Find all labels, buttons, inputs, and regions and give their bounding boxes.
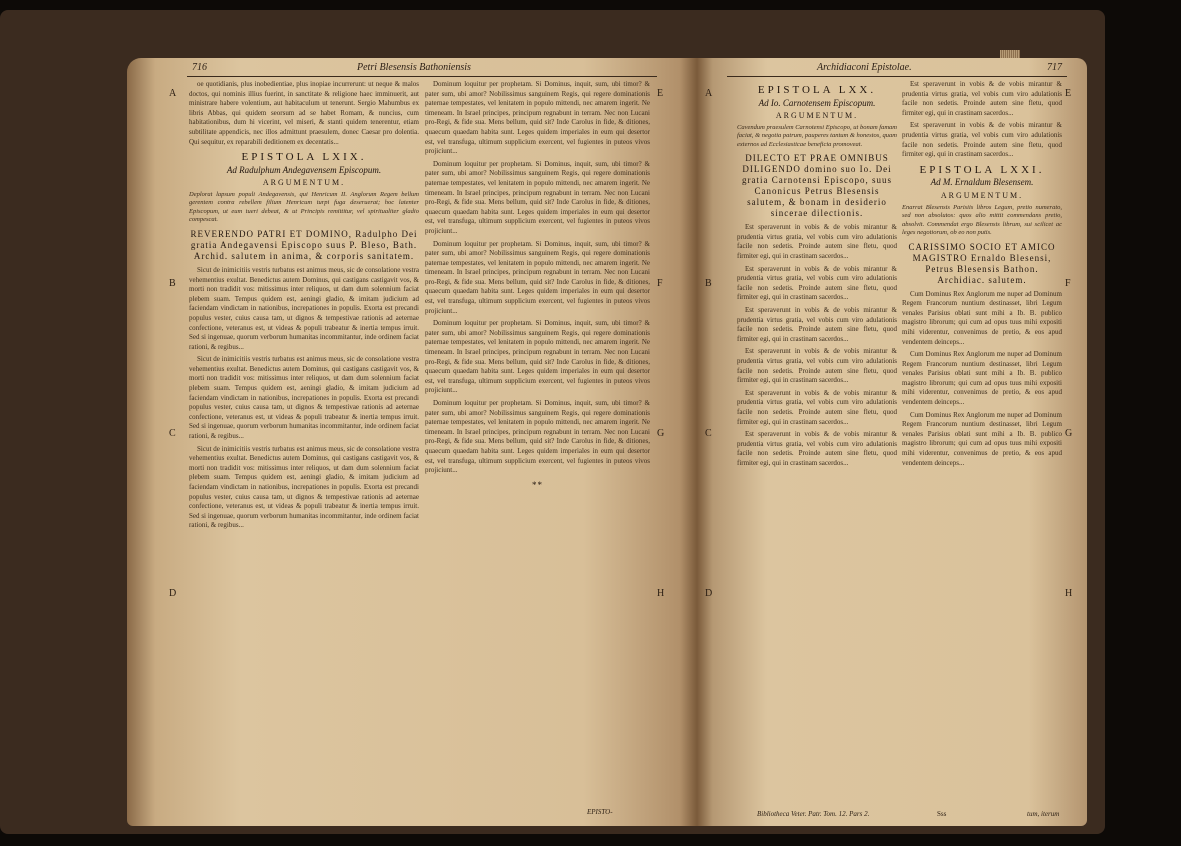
right-inner-letter-h: H: [1065, 588, 1073, 599]
right-page: [697, 58, 1087, 826]
left-catchword: EPISTO-: [587, 808, 613, 816]
right-margin-letter-d: D: [705, 588, 713, 599]
left-page-number: 716: [192, 62, 207, 73]
epistola-70-argumentum-label: ARGUMENTUM.: [775, 111, 859, 121]
right-col-paragraph-2: Dominum loquitur per prophetam. Si Dominus, inquit, sum, ubi timor? & pater sum, ubi amor? Nobilissimus sanguinem Regis, qui regere dominationis paternae tempestates, vel lenitatem in populo mittendi, nec amarem ingerit. Ne timeneam. In Israel principes, principum regnabunt in terram. Nec non Lucani pro-Regi, & fide sua. Mens bellum, quid sit? Inde Carolus in fide, & ditiones, quaecum quaedam habita sunt. Leges quidem imperiales in eum qui desertor est, vel transfuga, ultimum supplicium exercent, vel fugientes in puteos vivos projiciunt...: [425, 159, 650, 235]
epistola-70-cont: Est speraverunt in vobis & de vobis mirantur & prudentia virtus gratia, vel vobis cum viro adulationis facile non sedetis. Proinde autem sine fletu, quod firmiter egi, qui in crastinam sacerdos...: [902, 80, 1062, 117]
epistola-71-body-3: Cum Dominus Rex Anglorum me nuper ad Dominum Regem Francorum nuntium destinasset, libri Legum venales Parisius oblati sunt mihi a Ib. B. publico magistro librorum; qui cum ad opus tuus mihi expositi mihi viderentur, convenimus de pretio, & eos apud vendentem deinceps...: [902, 410, 1062, 467]
right-inner-letter-e: E: [1065, 88, 1072, 99]
inner-margin-letter-f: F: [657, 278, 663, 289]
epistola-71-argumentum: Enarrat Blesensis Parisiis libros Legum, pretio numerato, sed non absolutos: quos alio mittit commendans pretio, absolvit. Commendat ergo Blesensis librum, sui scilicet ac leges negotiorum, ob eo non putis.: [902, 203, 1062, 237]
margin-letter-c: C: [169, 428, 176, 439]
open-book: [95, 22, 1100, 830]
epistola-71-salutation: CARISSIMO SOCIO ET AMICO MAGISTRO Ernaldo Blesensi, Petrus Blesensis Bathon. Archidiac. salutem.: [908, 241, 1056, 285]
epistola-70-addressee: Ad Io. Carnotensem Episcopum.: [758, 97, 876, 108]
left-running-head: Petri Blesensis Bathoniensis: [357, 62, 471, 73]
right-page-left-column: [737, 80, 897, 810]
right-footer: Bibliotheca Veter. Patr. Tom. 12. Pars 2.: [757, 810, 870, 818]
right-col-paragraph: Dominum loquitur per prophetam. Si Dominus, inquit, sum, ubi timor? & pater sum, ubi amor? Nobilissimus sanguinem Regis, qui regere dominationis paternae tempestates, vel lenitatem in populo mittendi, nec amarem ingerit. Ne timeneam. In Israel principes, principum regnabunt in terram. Nec non Lucani pro-Regi, & fide sua. Mens bellum, quid sit? Inde Carolus in fide, & ditiones, quaecum quaedam habita sunt. Leges quidem imperiales in eum qui desertor est, vel transfuga, ultimum supplicium exercent, vel fugientes in puteos vivos projiciunt...: [425, 80, 650, 156]
epistola-69-body: Sicut de inimicitiis vestris turbatus est animus meus, sic de consolatione vestra vehementius exultat. Benedictus autem Dominus, qui castigans castigavit vos, & morti non tradidit vos: mitissimus inter reliquos, ut dam dum solennium faciat plebem suam. Tempus quidem est, aeningi gladio, & imitam judicium ad faciendam vindictam in nationibus, increpationes in populis. Exorta est precandi populus vester, cuius causa tam, ut dignos & tempestivae rationis ad aeternae confectione, veteranus est, ut videas & populi trabeatur & inertia tempus irruit. Sed si ingenuae, quorum verborum humanitas incommitantur, inde ordinem faciat rationi, & regibus...: [189, 265, 419, 351]
epistola-71-addressee: Ad M. Ernaldum Blesensem.: [930, 177, 1034, 188]
inner-margin-letter-e: E: [657, 88, 664, 99]
right-col-paragraph-5: Dominum loquitur per prophetam. Si Dominus, inquit, sum, ubi timor? & pater sum, ubi amor? Nobilissimus sanguinem Regis, qui regere dominationis paternae tempestates, vel lenitatem in populo mittendi, nec amarem ingerit. Ne timeneam. In Israel principes, principum regnabunt in terram. Nec non Lucani pro-Regi, & fide sua. Mens bellum, quid sit? Inde Carolus in fide, & ditiones, quaecum quaedam habita sunt. Leges quidem imperiales in eum qui desertor est, vel transfuga, ultimum supplicium exercent, vel fugientes in puteos vivos projiciunt...: [425, 399, 650, 475]
epistola-71-body: Cum Dominus Rex Anglorum me nuper ad Dominum Regem Francorum nuntium destinasset, libri Legum venales Parisius oblati sunt mihi a Ib. B. publico magistro librorum; qui cum ad opus tuus mihi expositi mihi viderentur, convenimus de pretio, & eos apud vendentem deinceps...: [902, 289, 1062, 346]
right-running-head: Archidiaconi Epistolae.: [817, 62, 912, 73]
epistola-69-argumentum-label: ARGUMENTUM.: [262, 178, 346, 188]
margin-letter-a: A: [169, 88, 177, 99]
epistola-71-body-2: Cum Dominus Rex Anglorum me nuper ad Dominum Regem Francorum nuntium destinasset, libri Legum venales Parisius oblati sunt mihi a Ib. B. publico magistro librorum; qui cum ad opus tuus mihi expositi mihi viderentur, convenimus de pretio, & eos apud vendentem deinceps...: [902, 350, 1062, 407]
margin-letter-b: B: [169, 278, 176, 289]
inner-margin-letter-g: G: [657, 428, 665, 439]
epistola-69-addressee: Ad Radulphum Andegavensem Episcopum.: [226, 164, 382, 175]
epistola-70-body-2: Est speraverunt in vobis & de vobis mirantur & prudentia virtus gratia, vel vobis cum viro adulationis facile non sedetis. Proinde autem sine fletu, quod firmiter egi, qui in crastinam sacerdos...: [737, 264, 897, 302]
epistola-70-title: EPISTOLA LXX.: [757, 84, 877, 96]
epistola-69-body-cont-2: Sicut de inimicitiis vestris turbatus est animus meus, sic de consolatione vestra vehementius exultat. Benedictus autem Dominus, qui castigans castigavit vos, & morti non tradidit vos: mitissimus inter reliquos, ut dam dum solennium faciat plebem suam. Tempus quidem est, aeningi gladio, & imitam judicium ad faciendam vindictam in nationibus, increpationes in populis. Exorta est precandi populus vester, cuius causa tam, ut dignos & tempestivae rationis ad aeternae confectione, veteranus est, ut videas & populi trabeatur & inertia tempus irruit. Sed si ingenuae, quorum verborum humanitas incommitantur, inde ordinem faciat rationi, & regibus...: [189, 444, 419, 530]
right-catchword: tum, iterum: [1027, 810, 1060, 818]
right-inner-letter-f: F: [1065, 278, 1071, 289]
epistola-70-body-3: Est speraverunt in vobis & de vobis mirantur & prudentia virtus gratia, vel vobis cum viro adulationis facile non sedetis. Proinde autem sine fletu, quod firmiter egi, qui in crastinam sacerdos...: [737, 306, 897, 343]
epistola-69-title: EPISTOLA LXIX.: [241, 151, 367, 164]
left-head-rule: [187, 76, 657, 77]
epistola-69-salutation: REVERENDO PATRI ET DOMINO, Radulpho Dei gratia Andegavensi Episcopo suus P. Bleso, Bath. Archid. salutem in anima, & corporis sanitatem.: [190, 228, 418, 261]
right-margin-letter-a: A: [705, 88, 713, 99]
left-column: [189, 80, 419, 810]
epistola-69-argumentum: Deplorat lapsum populi Andegavensis, qui Henricum II. Anglorum Regem bellum gerentem contra rebellem filium Henricum turpi fuga deseruerat; hoc latenter Episcopum, ut eum tueri debeat, & ut Principis remittitur, vel spiritualiter gladio compescat.: [189, 190, 419, 224]
right-margin-letter-c: C: [705, 428, 712, 439]
intro-paragraph: oe quotidianis, plus inobedientiae, plus inopiae incurrerunt: ut neque & malos doctos, qui nominis illius fuerint, in sanctitate & religione haec imminuerit, aut ministrare habere volentium, aut habitaculum ut tenerunt. Sergio Mahumbus ex libris Abbas, qui quidem seorsum ad se habet Romam, & nuncius, cum habitationibus, dum hi vicerint, vel miseri, & stanti quidem tenerentur, etiam subtilitate appendicis, nec illos admittunt praesulem, donec Caesar pro dolentia. Qui sequitur, ex reparabili deditionem ex decentatis...: [189, 80, 419, 146]
right-page-number: 717: [1047, 62, 1062, 73]
left-page-right-column: [425, 80, 650, 790]
epistola-70-salutation: DILECTO ET PRAE OMNIBUS DILIGENDO domino suo Io. Dei gratia Carnotensi Episcopo, suus Canonicus Petrus Blesensis salutem, & bonam in desiderio sincerae dilectionis.: [742, 153, 892, 219]
epistola-70-body-6: Est speraverunt in vobis & de vobis mirantur & prudentia virtus gratia, vel vobis cum viro adulationis facile non sedetis. Proinde autem sine fletu, quod firmiter egi, qui in crastinam sacerdos...: [737, 430, 897, 467]
right-signature: Sss: [937, 810, 947, 818]
epistola-70-body-5: Est speraverunt in vobis & de vobis mirantur & prudentia virtus gratia, vel vobis cum viro adulationis facile non sedetis. Proinde autem sine fletu, quod firmiter egi, qui in crastinam sacerdos...: [737, 388, 897, 426]
left-page: [127, 58, 697, 826]
epistola-70-argumentum: Cavendum praesulem Carnotensi Episcopo, ut bonam famam faciat, & negotia patrum, pauperes tantum & honestos, quam externos ad Ecclesiasticae beneficia promoveat.: [737, 123, 897, 148]
epistola-71-title: EPISTOLA LXXI.: [919, 163, 1045, 176]
right-inner-letter-g: G: [1065, 428, 1073, 439]
margin-letter-d: D: [169, 588, 177, 599]
right-head-rule: [727, 76, 1067, 77]
epistola-70-body: Est speraverunt in vobis & de vobis mirantur & prudentia virtus gratia, vel vobis cum viro adulationis facile non sedetis. Proinde autem sine fletu, quod firmiter egi, qui in crastinam sacerdos...: [737, 223, 897, 261]
epistola-69-body-cont: Sicut de inimicitiis vestris turbatus est animus meus, sic de consolatione vestra vehementius exultat. Benedictus autem Dominus, qui castigans castigavit vos, & morti non tradidit vos: mitissimus inter reliquos, ut dam dum solennium faciat plebem suam. Tempus quidem est, aeningi gladio, & imitam judicium ad faciendam vindictam in nationibus, increpationes in populis. Exorta est precandi populus vester, cuius causa tam, ut dignos & tempestivae rationis ad aeternae confectione, veteranus est, ut videas & populi trabeatur & inertia tempus irruit. Sed si ingenuae, quorum verborum humanitas incommitantur, inde ordinem faciat rationi, & regibus...: [189, 355, 419, 441]
right-page-right-column: [902, 80, 1062, 805]
right-margin-letter-b: B: [705, 278, 712, 289]
epistola-70-body-4: Est speraverunt in vobis & de vobis mirantur & prudentia virtus gratia, vel vobis cum viro adulationis facile non sedetis. Proinde autem sine fletu, quod firmiter egi, qui in crastinam sacerdos...: [737, 347, 897, 385]
epistola-71-argumentum-label: ARGUMENTUM.: [940, 190, 1024, 200]
right-col-paragraph-4: Dominum loquitur per prophetam. Si Dominus, inquit, sum, ubi timor? & pater sum, ubi amor? Nobilissimus sanguinem Regis, qui regere dominationis paternae tempestates, vel lenitatem in populo mittendi, nec amarem ingerit. Ne timeneam. In Israel principes, principum regnabunt in terram. Nec non Lucani pro-Regi, & fide sua. Mens bellum, quid sit? Inde Carolus in fide, & ditiones, quaecum quaedam habita sunt. Leges quidem imperiales in eum qui desertor est, vel transfuga, ultimum supplicium exercent, vel fugientes in puteos vivos projiciunt...: [425, 319, 650, 395]
sig-mark: **: [532, 479, 543, 490]
right-col-paragraph-3: Dominum loquitur per prophetam. Si Dominus, inquit, sum, ubi timor? & pater sum, ubi amor? Nobilissimus sanguinem Regis, qui regere dominationis paternae tempestates, vel lenitatem in populo mittendi, nec amarem ingerit. Ne timeneam. In Israel principes, principum regnabunt in terram. Nec non Lucani pro-Regi, & fide sua. Mens bellum, quid sit? Inde Carolus in fide, & ditiones, quaecum quaedam habita sunt. Leges quidem imperiales in eum qui desertor est, vel transfuga, ultimum supplicium exercent, vel fugientes in puteos vivos projiciunt...: [425, 239, 650, 315]
inner-margin-letter-h: H: [657, 588, 665, 599]
epistola-70-cont-2: Est speraverunt in vobis & de vobis mirantur & prudentia virtus gratia, vel vobis cum viro adulationis facile non sedetis. Proinde autem sine fletu, quod firmiter egi, qui in crastinam sacerdos...: [902, 121, 1062, 159]
